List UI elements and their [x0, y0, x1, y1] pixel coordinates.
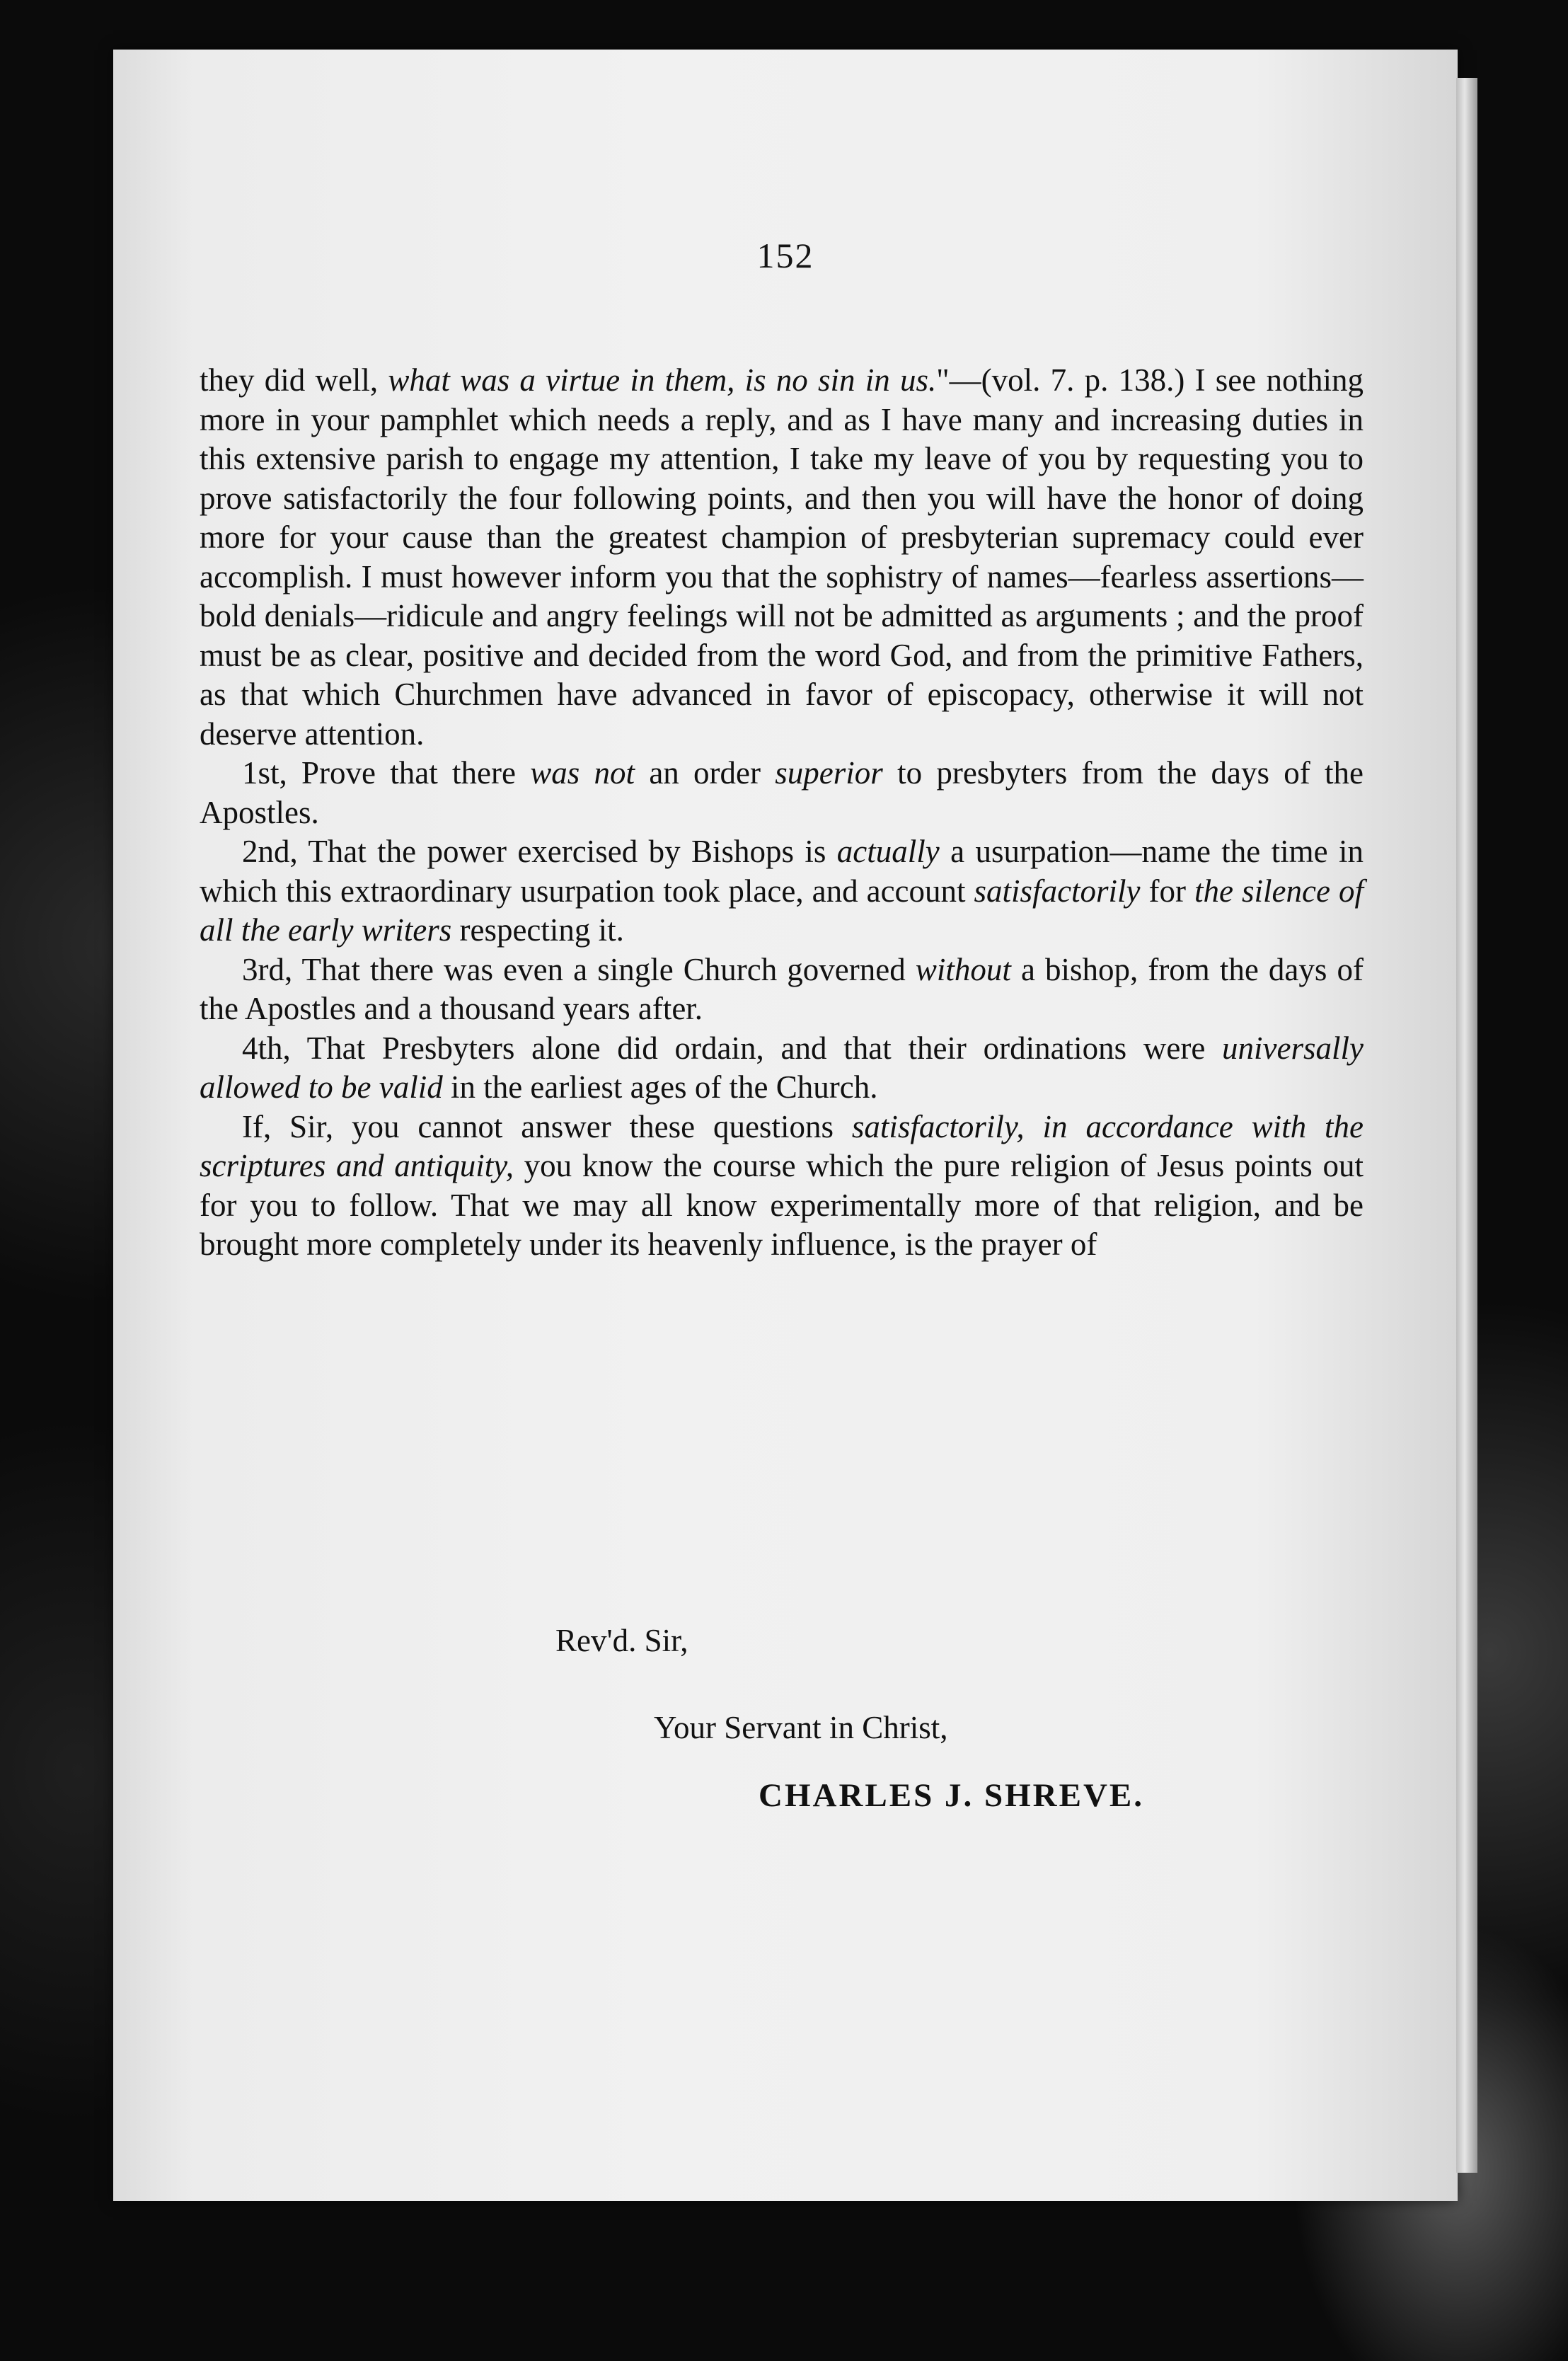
text-segment: the silence of all the early writers [200, 873, 1364, 948]
text-segment: was not [530, 755, 635, 791]
text-segment: satisfactorily [974, 873, 1141, 909]
paragraph-4 [200, 950, 1364, 1029]
complimentary-close: Your Servant in Christ, [654, 1710, 948, 1745]
text-segment: satisfactorily, in accordance with the scriptures and antiquity, [200, 1108, 1364, 1183]
paragraph-1 [200, 361, 1364, 754]
salutation: Rev'd. Sir, [555, 1623, 688, 1658]
text-segment: a usurpation—name the time in which this extraordinary usurpation took place, and account [200, 834, 1364, 909]
body-text [200, 361, 1364, 1265]
page-edge [1456, 78, 1477, 2173]
text-segment: without [915, 951, 1011, 987]
text-segment: 3rd, That there was even a single Church governed [242, 951, 916, 987]
text-segment: universally allowed to be valid [200, 1030, 1364, 1105]
text-segment: to presbyters from the days of the Apostles. [200, 755, 1364, 830]
text-segment: an order [635, 755, 776, 791]
text-segment: 2nd, That the power exercised by Bishops is [242, 834, 837, 869]
paragraph-6 [200, 1108, 1364, 1265]
text-segment: for [1140, 873, 1195, 909]
paragraph-3 [200, 832, 1364, 950]
paragraph-5 [200, 1029, 1364, 1108]
text-segment: a bishop, from the days of the Apostles and a thousand years after. [200, 951, 1364, 1026]
text-segment: you know the course which the pure religion of Jesus points out for you to follow. That we may all know experimentally more of that religion, and be brought more completely under its heavenly influence, is the prayer of [200, 1148, 1364, 1262]
text-segment: what was a virtue in them, is no sin in us. [388, 362, 937, 398]
text-segment: If, Sir, you cannot answer these questions [242, 1108, 852, 1144]
document-page [113, 50, 1458, 2201]
page-number: 152 [756, 236, 814, 275]
text-segment: 1st, Prove that there [242, 755, 531, 791]
text-segment: they did well, [200, 362, 388, 398]
paragraph-2 [200, 754, 1364, 832]
text-segment: "—(vol. 7. p. 138.) I see nothing more in your pamphlet which needs a reply, and as I have many and increasing duties in this extensive parish to engage my attention, I take my leave of you by requesting you to prove satisfactorily the four following points, and then you will have the honor of doing more for your cause than the greatest champion of presbyterian supremacy could ever accomplish. I must however inform you that the sophistry of names—fearless assertions—bold denials—ridicule and angry feelings will not be admitted as arguments ; and the proof must be as clear, positive and decided from the word God, and from the primitive Fathers, as that which Churchmen have advanced in favor of episcopacy, otherwise it will not deserve attention. [200, 362, 1364, 752]
text-segment: 4th, That Presbyters alone did ordain, and that their ordinations were [242, 1030, 1223, 1066]
text-segment: actually [836, 834, 940, 869]
text-segment: in the earliest ages of the Church. [442, 1069, 878, 1105]
text-segment: superior [775, 755, 883, 791]
signature: CHARLES J. SHREVE. [759, 1777, 1144, 1814]
text-segment: respecting it. [451, 912, 624, 948]
